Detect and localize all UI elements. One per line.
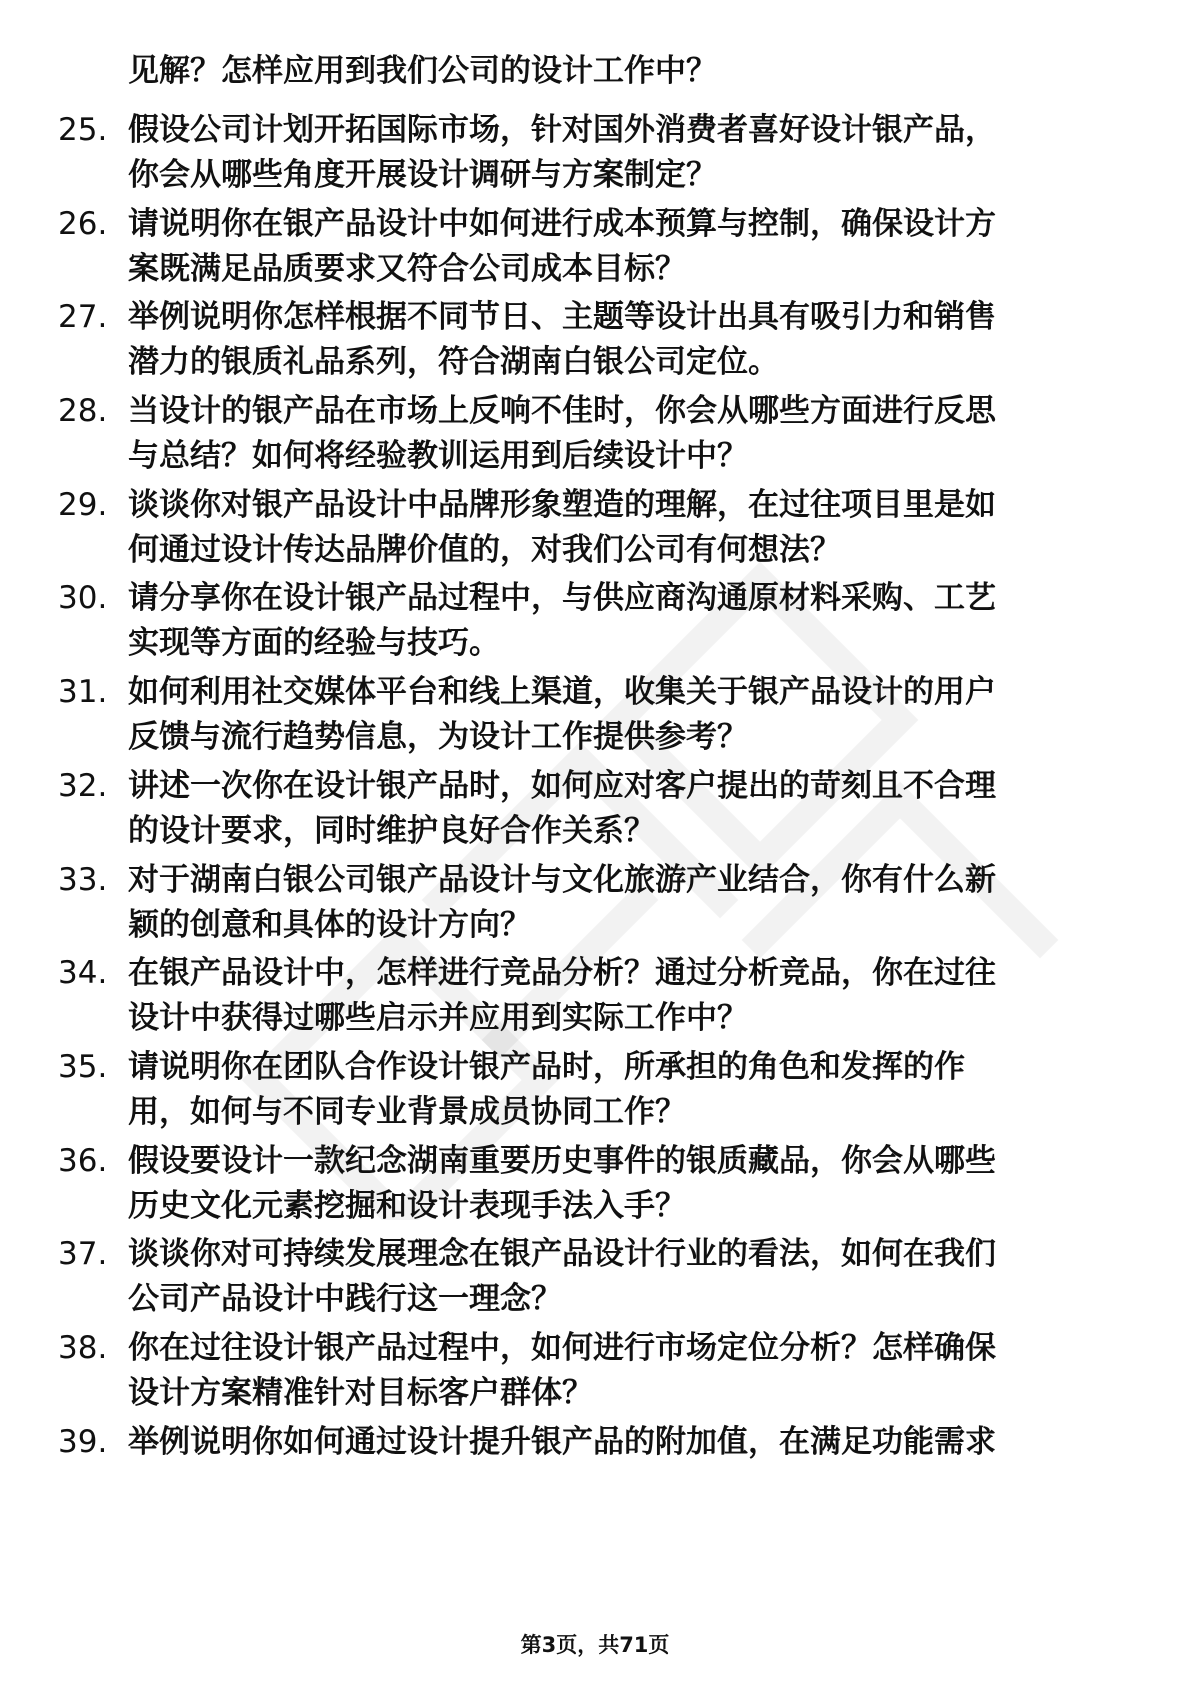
question-text-line: 你会从哪些角度开展设计调研与方案制定？ [128,157,717,193]
question-item [0,202,1190,296]
question-text [128,951,1128,1041]
question-item [0,1232,1190,1326]
question-text [128,670,1128,760]
question-text-line: 反馈与流行趋势信息，为设计工作提供参考？ [128,719,748,756]
question-text [128,295,1128,385]
question-text-line: 假设要设计一款纪念湖南重要历史事件的银质藏品，你会从哪些 [128,1142,996,1179]
question-text [128,389,1128,479]
question-text-line: 公司产品设计中践行这一理念？ [128,1281,562,1318]
question-text [128,1045,1128,1135]
question-number: 32. [58,767,108,804]
question-item [0,951,1190,1045]
question-item [0,389,1190,483]
question-list [0,108,1190,1513]
question-text-line: 何通过设计传达品牌价值的，对我们公司有何想法？ [128,531,841,568]
question-number: 34. [58,955,108,992]
question-text-line: 你在过往设计银产品过程中，如何进行市场定位分析？怎样确保 [128,1329,996,1366]
question-item [0,1326,1190,1420]
question-text-line: 案既满足品质要求又符合公司成本目标？ [128,250,686,287]
question-item [0,764,1190,858]
question-item [0,858,1190,952]
question-number: 25. [58,112,108,148]
question-number: 31. [58,674,108,711]
question-text-line: 与总结？如何将经验教训运用到后续设计中？ [128,438,748,475]
question-text-line: 如何利用社交媒体平台和线上渠道，收集关于银产品设计的用户 [128,674,996,711]
question-item [0,1139,1190,1233]
question-text [128,576,1128,666]
question-text-line: 潜力的银质礼品系列，符合湖南白银公司定位。 [128,344,779,381]
question-text-line: 举例说明你怎样根据不同节日、主题等设计出具有吸引力和销售 [128,299,996,336]
question-item [0,670,1190,764]
question-text-line: 请分享你在设计银产品过程中，与供应商沟通原材料采购、工艺 [128,580,996,617]
question-number: 37. [58,1236,108,1273]
question-text [128,858,1128,948]
question-number: 39. [58,1423,108,1460]
question-text-line: 对于湖南白银公司银产品设计与文化旅游产业结合，你有什么新 [128,861,996,898]
question-text-line: 谈谈你对可持续发展理念在银产品设计行业的看法，如何在我们 [128,1236,996,1273]
question-text-line: 设计中获得过哪些启示并应用到实际工作中？ [128,1000,748,1037]
question-text-line: 历史文化元素挖掘和设计表现手法入手？ [128,1187,686,1224]
question-text [128,1232,1128,1322]
question-text-line: 讲述一次你在设计银产品时，如何应对客户提出的苛刻且不合理 [128,767,996,804]
question-text [128,764,1128,854]
question-item [0,1420,1190,1514]
question-text-line: 当设计的银产品在市场上反响不佳时，你会从哪些方面进行反思 [128,393,996,430]
question-item [0,576,1190,670]
question-item [0,108,1190,202]
question-text-line: 请说明你在银产品设计中如何进行成本预算与控制，确保设计方 [128,205,996,242]
question-number: 27. [58,299,108,336]
question-text-line: 举例说明你如何通过设计提升银产品的附加值，在满足功能需求 [128,1423,996,1460]
question-number: 33. [58,861,108,898]
question-text-line: 设计方案精准针对目标客户群体？ [128,1374,593,1411]
question-number: 38. [58,1329,108,1366]
question-text [128,1139,1128,1229]
question-item [0,1045,1190,1139]
continued-question-text: 见解？怎样应用到我们公司的设计工作中？ [128,53,717,89]
question-text [128,108,1128,198]
question-text-line: 在银产品设计中，怎样进行竞品分析？通过分析竞品，你在过往 [128,955,996,992]
question-text-line: 请说明你在团队合作设计银产品时，所承担的角色和发挥的作 [128,1048,965,1085]
question-number: 35. [58,1048,108,1085]
question-text-line: 颖的创意和具体的设计方向？ [128,906,531,943]
question-item [0,295,1190,389]
question-text-line: 假设公司计划开拓国际市场，针对国外消费者喜好设计银产品， [128,112,996,148]
question-text [128,483,1128,573]
question-text-line: 实现等方面的经验与技巧。 [128,625,500,662]
question-number: 36. [58,1142,108,1179]
question-number: 30. [58,580,108,617]
question-text [128,202,1128,292]
question-text [128,1420,1128,1465]
question-number: 29. [58,486,108,523]
question-number: 26. [58,205,108,242]
question-item [0,483,1190,577]
question-text-line: 谈谈你对银产品设计中品牌形象塑造的理解，在过往项目里是如 [128,486,996,523]
question-text-line: 用，如何与不同专业背景成员协同工作？ [128,1093,686,1130]
page-number-footer: 第3页，共71页 [520,1633,670,1657]
question-text [128,1326,1128,1416]
question-number: 28. [58,393,108,430]
question-text-line: 的设计要求，同时维护良好合作关系？ [128,812,655,849]
